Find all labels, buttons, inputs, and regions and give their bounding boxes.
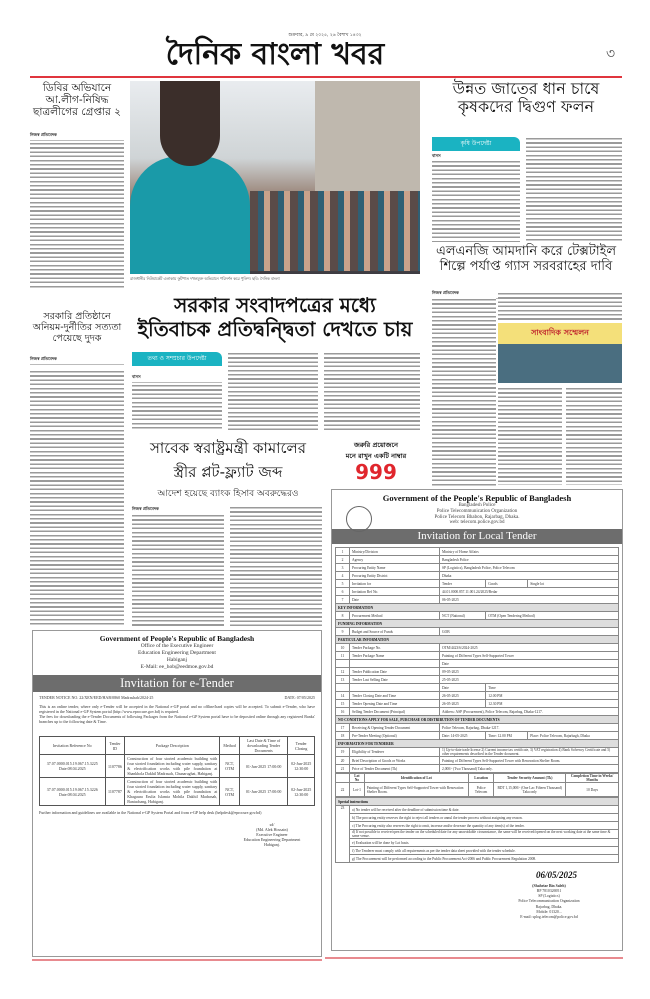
ptender-row — [336, 765, 619, 773]
ptender-row — [336, 620, 619, 628]
ptender-special-row — [336, 806, 619, 814]
ad-line2: মনে রাখুন একটি নাম্বার — [345, 452, 407, 460]
ptender-signatory-line: Rajarbag, Dhaka. — [535, 904, 563, 909]
emergency-999-ad — [330, 440, 422, 482]
ptender-row — [336, 708, 619, 716]
ptender-cell — [336, 684, 350, 692]
ptender-section-header: KEY INFORMATION — [336, 604, 619, 612]
dbi-headline: ডিবির অভিযানে আ.লীগ-নিষিদ্ধ ছাত্রলীগের গ্রেপ্তার ২ — [33, 82, 121, 119]
rice-byline: বাসস — [432, 153, 520, 162]
dbi-body-text — [30, 142, 124, 290]
ptender-row — [336, 660, 619, 668]
etender-cell: 02-Jun-2025 12:30:00 — [288, 778, 315, 806]
ptender-row — [336, 732, 619, 740]
ptender-cell: Date — [440, 684, 486, 692]
ptender-row — [336, 684, 619, 692]
kamal-headline-line2: স্ত্রীর প্লট-ফ্ল্যাট জব্দ — [173, 463, 283, 481]
etender-notice-no: TENDER NOTICE NO. 22/XEN/EED/HAB/0860 Madrashah/2024-25 — [39, 694, 154, 700]
etender-title: Invitation for e-Tender — [33, 675, 321, 692]
photo-caption: রাজধানীর নিউমার্কেট এলাকায় ফুটপাত দখলমুক্ত অভিযানে পরিদর্শন করে পুলিশ। ছবি: দৈনিক বাংলা — [130, 276, 280, 281]
ptender-cell: Date: 14-05-2025 — [440, 732, 486, 740]
lead-headline-line2: ইতিবাচক প্রতিদ্বন্দ্বিতা দেখতে চায় — [137, 317, 413, 341]
ptender-cell: Tender Publication Date — [350, 668, 440, 676]
ptender-row — [336, 748, 619, 757]
ptender-cell: Receiving & Opening Tender Document — [350, 724, 440, 732]
lng-body-col2-top — [498, 292, 622, 322]
etender-table — [39, 736, 315, 806]
ptender-special-row — [336, 830, 619, 839]
ptender-cell: Single lot — [528, 580, 619, 588]
ptender-lot-header-cell: Location — [468, 774, 493, 783]
ptender-row — [336, 668, 619, 676]
ptender-cell: 20 — [336, 757, 350, 765]
ptender-lot-header-cell: Lot No — [350, 774, 365, 783]
etender-header-cell: Method — [220, 737, 240, 755]
ptender-cell: GOB — [440, 628, 619, 636]
ptender-cell: Goods — [486, 580, 528, 588]
ptender-cell: 15 — [336, 700, 350, 708]
ptender-cell: 21 — [336, 765, 350, 773]
dbi-byline: নিজস্ব প্রতিবেদক — [30, 132, 124, 141]
ptender-cell: 09-05-2025 — [440, 668, 619, 676]
ptender-cell: 25-05-2025 — [440, 676, 619, 684]
ptender-cell: NCT (National) — [440, 612, 486, 620]
ptender-section-header: PARTICULAR INFORMATION — [336, 636, 619, 644]
ptender-cell: Pre-Tender Meeting (Optional) — [350, 732, 440, 740]
ptender-row — [336, 564, 619, 572]
ptender-cell: Dhaka — [440, 572, 619, 580]
ptender-address-line: Bangladesh Police — [458, 503, 496, 508]
etender-header-cell: Last Date & Time of downloading Tender Documents — [239, 737, 288, 755]
etender-cell: Construction of four storied academic building with four storied foundation including water supply, sanitary & electrification works with pile foundation at Khagaura Erulia Islamia Mohila Dakhil Madrasah, Baniachang, Habiganj. — [125, 778, 220, 806]
ptender-cell: SP (Logistics), Bangladesh Police, Police Telecom — [440, 564, 619, 572]
ptender-special-number: 23 — [336, 806, 350, 863]
ptender-cell: Invitation Ref No. — [350, 588, 440, 596]
ptender-cell: 14 — [336, 692, 350, 700]
dudok-body-text — [30, 370, 124, 626]
etender-header-cell: Tender Closing — [288, 737, 315, 755]
ptender-cell: Agency — [350, 556, 440, 564]
ptender-cell: Date — [440, 660, 619, 668]
ptender-cell: 12 — [336, 668, 350, 676]
ptender-special-item: a) No tender will be received after the deadline of submission time & date. — [350, 806, 619, 814]
kamal-body-col2 — [230, 506, 322, 626]
masthead: দৈনিক বাংলা খবর — [165, 37, 385, 72]
ptender-row — [336, 556, 619, 564]
ptender-address-line: web: telecom.police.gov.bd — [449, 520, 505, 526]
ptender-special-label: Special instructions — [336, 798, 619, 806]
etender-signatory-line: (Md. Alek Hossain) — [256, 826, 288, 832]
press-conference-photo — [498, 323, 622, 383]
ptender-special-header — [336, 798, 619, 806]
etender-cell: NCT, OTM — [220, 755, 240, 778]
ptender-row — [336, 588, 619, 596]
etender-signatory-line: sd/ — [269, 821, 275, 827]
ptender-address-line: Police Telecommunication Organization — [436, 508, 518, 514]
etender-dept: Education Engineering Department — [138, 650, 216, 657]
ptender-lot-header-cell: Completion Time in Weeks/ Months — [566, 774, 619, 783]
ptender-row — [336, 644, 619, 652]
ptender-cell: Tender Package No. — [350, 644, 440, 652]
ptender-cell: 6 — [336, 588, 350, 596]
etender-gov: Government of People's Republic of Bangladesh — [99, 634, 255, 643]
ptender-cell: Painting of Different Types Self-Supported Tower with Renovation Shelter Room. — [440, 757, 619, 765]
ptender-lot-header-cell: Identification of Lot — [364, 774, 468, 783]
lead-body-col1 — [132, 384, 222, 430]
ptender-row — [336, 652, 619, 660]
ptender-cell: Invitation for — [350, 580, 440, 588]
ptender-cell: 18 — [336, 732, 350, 740]
news-photo-market — [130, 81, 420, 274]
ptender-special-row — [336, 822, 619, 830]
ptender-cell: Eligibility of Tenderer — [350, 748, 440, 757]
ptender-cell: Tender Last Selling Date — [350, 676, 440, 684]
etender-further: Further information and guidelines are available in the National e-GP System Portal and from e-GP help desk (helpdesk@eprocure.gov.bd) — [39, 810, 262, 816]
ptender-signatory-line: E-mail: splog.telecom@police.gov.bd — [520, 914, 578, 919]
ptender-special-row — [336, 855, 619, 863]
ptender-cell: 06-05-2025 — [440, 596, 619, 604]
photo-crowd — [250, 191, 420, 271]
ptender-row — [336, 548, 619, 556]
ptender-bottom-rule — [325, 957, 623, 959]
ptender-signatory-line: (Shahriar Bin Saleh) — [532, 884, 566, 888]
ptender-cell: 3 — [336, 564, 350, 572]
lead-body-col2 — [228, 352, 318, 430]
etender-signatory-line: Habiganj. — [264, 842, 280, 848]
ptender-cell: Procuring Entity Name — [350, 564, 440, 572]
etender-row — [40, 778, 315, 806]
ptender-cell: 19 — [336, 748, 350, 757]
ptender-signatory-line: BP 7810326951 — [536, 889, 562, 894]
etender-bottom-rule — [32, 959, 322, 961]
ptender-lot-cell: 22 — [336, 783, 350, 797]
ptender-signature: 06/05/2025 — [535, 870, 577, 880]
ptender-gov: Government of the People's Republic of Bangladesh — [382, 493, 572, 503]
rice-headline: উন্নত জাতের ধান চাষে কৃষকদের দ্বিগুণ ফলন — [452, 79, 600, 117]
ptender-row — [336, 628, 619, 636]
ptender-cell: Bangladesh Police — [440, 556, 619, 564]
ptender-cell: Ministry of Home Affairs — [440, 548, 619, 556]
ptender-row — [336, 716, 619, 724]
press-conference-banner: সাংবাদিক সম্মেলন — [531, 328, 589, 337]
ptender-row — [336, 604, 619, 612]
etender-cell: Construction of four storied academic building with four storied foundation including water supply, sanitary & electrification works with pile foundation at Shankhola Dakhil Madrasah, Chunarughat, Habiganj. — [125, 755, 220, 778]
ptender-special-row — [336, 847, 619, 855]
ptender-row — [336, 612, 619, 620]
etender-cell: 01-Jun-2025 17:00:00 — [239, 755, 288, 778]
photo-police-figure — [130, 156, 250, 274]
ptender-cell: Price of Tender Document (Tk) — [350, 765, 440, 773]
dudok-headline: সরকারি প্রতিষ্ঠানে অনিয়ম-দুর্নীতির সত্যতা পেয়েছে দুদক — [32, 311, 122, 344]
ptender-cell: Time — [486, 684, 619, 692]
ptender-cell: 2 — [336, 556, 350, 564]
ptender-cell: OTM (Open Tendering Method) — [486, 612, 619, 620]
etender-notice — [32, 630, 322, 957]
ptender-cell: 8 — [336, 612, 350, 620]
header-divider — [30, 76, 622, 78]
etender-cell: NCT, OTM — [220, 778, 240, 806]
lead-headline-line1: সরকার সংবাদপত্রের মধ্যে — [174, 293, 376, 317]
etender-header-cell: Invitation Reference No — [40, 737, 106, 755]
ptender-cell — [336, 660, 350, 668]
ptender-row — [336, 692, 619, 700]
ptender-cell: 13 — [336, 676, 350, 684]
etender-office: Office of the Executive Engineer — [140, 643, 214, 649]
ptender-cell: Tender Opening Date and Time — [350, 700, 440, 708]
etender-signatory-line: Executive Engineer — [256, 831, 288, 837]
ptender-lot-cell: Lot-1 — [350, 783, 365, 797]
etender-signatory-line: Education Engineering Department — [243, 837, 301, 843]
ptender-signatory-line: SP (Logistics) — [538, 894, 560, 899]
ptender-cell: Tender — [440, 580, 486, 588]
ad-number: 999 — [355, 460, 397, 484]
rice-body-col1 — [432, 160, 520, 242]
ptender-table — [335, 547, 619, 773]
ptender-row — [336, 700, 619, 708]
ptender-cell: Brief Description of Goods or Works — [350, 757, 440, 765]
lng-headline: এলএনজি আমদানি করে টেক্সটাইল শিল্পে পর্যাপ্ত গ্যাস সরবরাহের দাবি — [435, 244, 617, 274]
police-emblem-icon — [346, 506, 372, 532]
etender-header-row — [40, 737, 315, 755]
ptender-cell: Painting of Different Types Self-Supported Tower — [440, 652, 619, 660]
kamal-byline: নিজস্ব প্রতিবেদক — [132, 506, 224, 515]
lng-body-col3 — [498, 387, 562, 485]
ptender-cell: Tender Package Name — [350, 652, 440, 660]
ptender-address-line: Police Telecom Bhabon, Rajarbag, Dhaka. — [434, 514, 520, 520]
etender-email: E-Mail: ee_hob@eedmoe.gov.bd — [140, 664, 214, 671]
ptender-special-item: e) Evaluation will be done by Lot basis. — [350, 839, 619, 847]
etender-cell: 1107786 — [105, 755, 125, 778]
ptender-signatory-line: Police Telecommunication Organization — [518, 899, 580, 904]
page-number: ৩ — [606, 46, 616, 62]
ptender-special-item: g) The Procurement will be performed according to the Public Procurement Act-2006 and Public Procurement Regulation 2008. — [350, 855, 619, 863]
ptender-cell — [350, 684, 440, 692]
kamal-body-col1 — [132, 514, 224, 626]
lead-body-col3 — [324, 352, 420, 430]
photo-head — [160, 81, 220, 166]
ptender-cell: Selling Tender Document (Principal) — [350, 708, 440, 716]
ptender-cell: Ministry/Division — [350, 548, 440, 556]
ptender-row — [336, 636, 619, 644]
ptender-cell: 9 — [336, 628, 350, 636]
lng-body-col1 — [432, 298, 496, 486]
ptender-cell: 44.01.0000.857.11.001.24/2025/Bedar — [440, 588, 619, 596]
ptender-special-item: c) The Procuring entity also reserves the right to omit, increase and/or decrease the quantity of any item(s) of the tender. — [350, 822, 619, 830]
ad-line1: জরুরি প্রয়োজনে — [354, 441, 398, 449]
ptender-row — [336, 757, 619, 765]
dudok-byline: নিজস্ব প্রতিবেদক — [30, 356, 124, 365]
ptender-special-row — [336, 839, 619, 847]
ptender-section-header: INFORMATION FOR TENDERER — [336, 740, 619, 748]
ptender-cell: Address: ASP (Procurement), Police Telecom, Rajarbag, Dhaka-1217. — [440, 708, 619, 716]
etender-header-cell: Package Description — [125, 737, 220, 755]
ptender-lot-row — [336, 783, 619, 797]
ptender-cell: 2,000/- (Two Thousand) Taka only. — [440, 765, 619, 773]
lead-badge: তথ্য ও সম্প্রচার উপদেষ্টা — [132, 352, 222, 366]
ptender-section-header: FUNDING INFORMATION — [336, 620, 619, 628]
rice-body-col2 — [526, 137, 622, 242]
ptender-cell: 11 — [336, 652, 350, 660]
ptender-cell: 5 — [336, 580, 350, 588]
ptender-cell: Procurement Method — [350, 612, 440, 620]
ptender-cell: 7 — [336, 596, 350, 604]
ptender-lot-header-cell — [336, 774, 350, 783]
issue-date: শুক্রবার, ৯ মে ২০২৫, ২৬ বৈশাখ ১৪৩২ — [288, 33, 362, 38]
ptender-cell: 12.30 PM — [486, 700, 619, 708]
ptender-special-item: f) The Tenderer must comply with all requirements as per the tender data sheet provided with the tender schedule. — [350, 847, 619, 855]
etender-para2: The fees for downloading the e-Tender Documents of following Packages from the National e-GP System portal have to be deposited online through any registered Banks' branches up to the following date & Time. — [39, 713, 315, 725]
ptender-lot-cell: Painting of Different Types Self-Supported Tower with Renovation Shelter Room. — [364, 783, 468, 797]
ptender-row — [336, 572, 619, 580]
lng-body-col2 — [566, 387, 622, 485]
etender-date: DATE: 07/05/2025 — [284, 694, 315, 700]
ptender-lot-header — [336, 774, 619, 783]
ptender-cell: Budget and Source of Funds — [350, 628, 440, 636]
kamal-subhead: আদেশ হয়েছে ব্যাংক হিসাব অবরুদ্ধেরও — [157, 489, 299, 499]
ptender-lot-cell: BDT 1,15,000/- (One Lac Fifteen Thousand) Taka only — [494, 783, 566, 797]
etender-place: Habiganj — [166, 657, 188, 664]
kamal-headline-line1: সাবেক স্বরাষ্ট্রমন্ত্রী কামালের — [150, 439, 306, 457]
ptender-cell — [350, 660, 440, 668]
lng-byline: নিজস্ব প্রতিবেদক — [432, 290, 520, 299]
etender-cell: 02-Jun-2025 12:30:00 — [288, 755, 315, 778]
ptender-special-instructions — [335, 797, 619, 863]
etender-cell: 37.07.0000.015.19.067.15.3226 Date:08.04.2025 — [40, 778, 106, 806]
ptender-cell: 12.00 PM — [486, 692, 619, 700]
etender-row — [40, 755, 315, 778]
etender-cell: 01-Jun-2025 17:00:00 — [239, 778, 288, 806]
ptender-row — [336, 580, 619, 588]
lead-byline: বাসস — [132, 374, 222, 383]
etender-header-cell: Tender ID — [105, 737, 125, 755]
ptender-lot-table — [335, 773, 619, 797]
etender-cell: 37.07.0000.015.19.067.15.3225 Date:08.04.2025 — [40, 755, 106, 778]
ptender-lot-cell: 10 Days — [566, 783, 619, 797]
ptender-cell: 26-05-2025 — [440, 692, 486, 700]
ptender-cell: Place: Police Telecom, Rajarbagh, Dhaka — [528, 732, 619, 740]
rice-badge: কৃষি উপদেষ্টা — [432, 137, 520, 151]
police-tender-notice — [331, 489, 623, 951]
ptender-cell: Tender Closing Date and Time — [350, 692, 440, 700]
ptender-special-item: b) The procuring entity reserves the right to reject all tenders or annul the tender process without assigning any reason. — [350, 814, 619, 822]
ptender-cell: 26-05-2025 — [440, 700, 486, 708]
ptender-cell: 17 — [336, 724, 350, 732]
etender-para1: This is an online tender, where only e-Tender will be accepted in the National e-GP portal and no offline/hard copies will be accepted. To submit e-Tender, who have registered in the National e-GP System portal (http://www.eprocure.gov.bd) is required. — [39, 703, 315, 714]
etender-cell: 1107787 — [105, 778, 125, 806]
ptender-cell: Procuring Entity District — [350, 572, 440, 580]
ptender-cell: 1) Up-to-date trade license 2) Current income tax certificate, 3) VAT registration 4) Bank Solvency Certificate and 5) other requirements described in the Tender document. — [440, 748, 619, 757]
ptender-special-item: d) If not possible to receive/open the tender on the scheduled date for any unavoidable circumstance, the same will be received/opened on the next working date at the same time & same venue. — [350, 830, 619, 839]
ptender-cell: 1 — [336, 548, 350, 556]
ptender-section-header: NO CONDITIONS APPLY FOR SALE, PURCHASE OR DISTRIBUTION OF TENDER DOCUMENTS — [336, 716, 619, 724]
ptender-lot-cell: Police Telecom — [468, 783, 493, 797]
ptender-cell: OTM/4423/6/2024-2025 — [440, 644, 619, 652]
ptender-cell: 10 — [336, 644, 350, 652]
ptender-cell: Date — [350, 596, 440, 604]
ptender-signatory-line: Mobile: 01320... — [536, 909, 562, 914]
ptender-row — [336, 596, 619, 604]
ptender-cell: 16 — [336, 708, 350, 716]
ptender-row — [336, 724, 619, 732]
ptender-cell: Police Telecom, Rajarbag, Dhaka-1217. — [440, 724, 619, 732]
ptender-special-row — [336, 814, 619, 822]
ptender-cell: 4 — [336, 572, 350, 580]
ptender-row — [336, 676, 619, 684]
ptender-title: Invitation for Local Tender — [332, 529, 622, 544]
ptender-row — [336, 740, 619, 748]
ptender-lot-header-cell: Tender Security Amount (Tk) — [494, 774, 566, 783]
ptender-cell: Time: 12.00 PM — [486, 732, 528, 740]
